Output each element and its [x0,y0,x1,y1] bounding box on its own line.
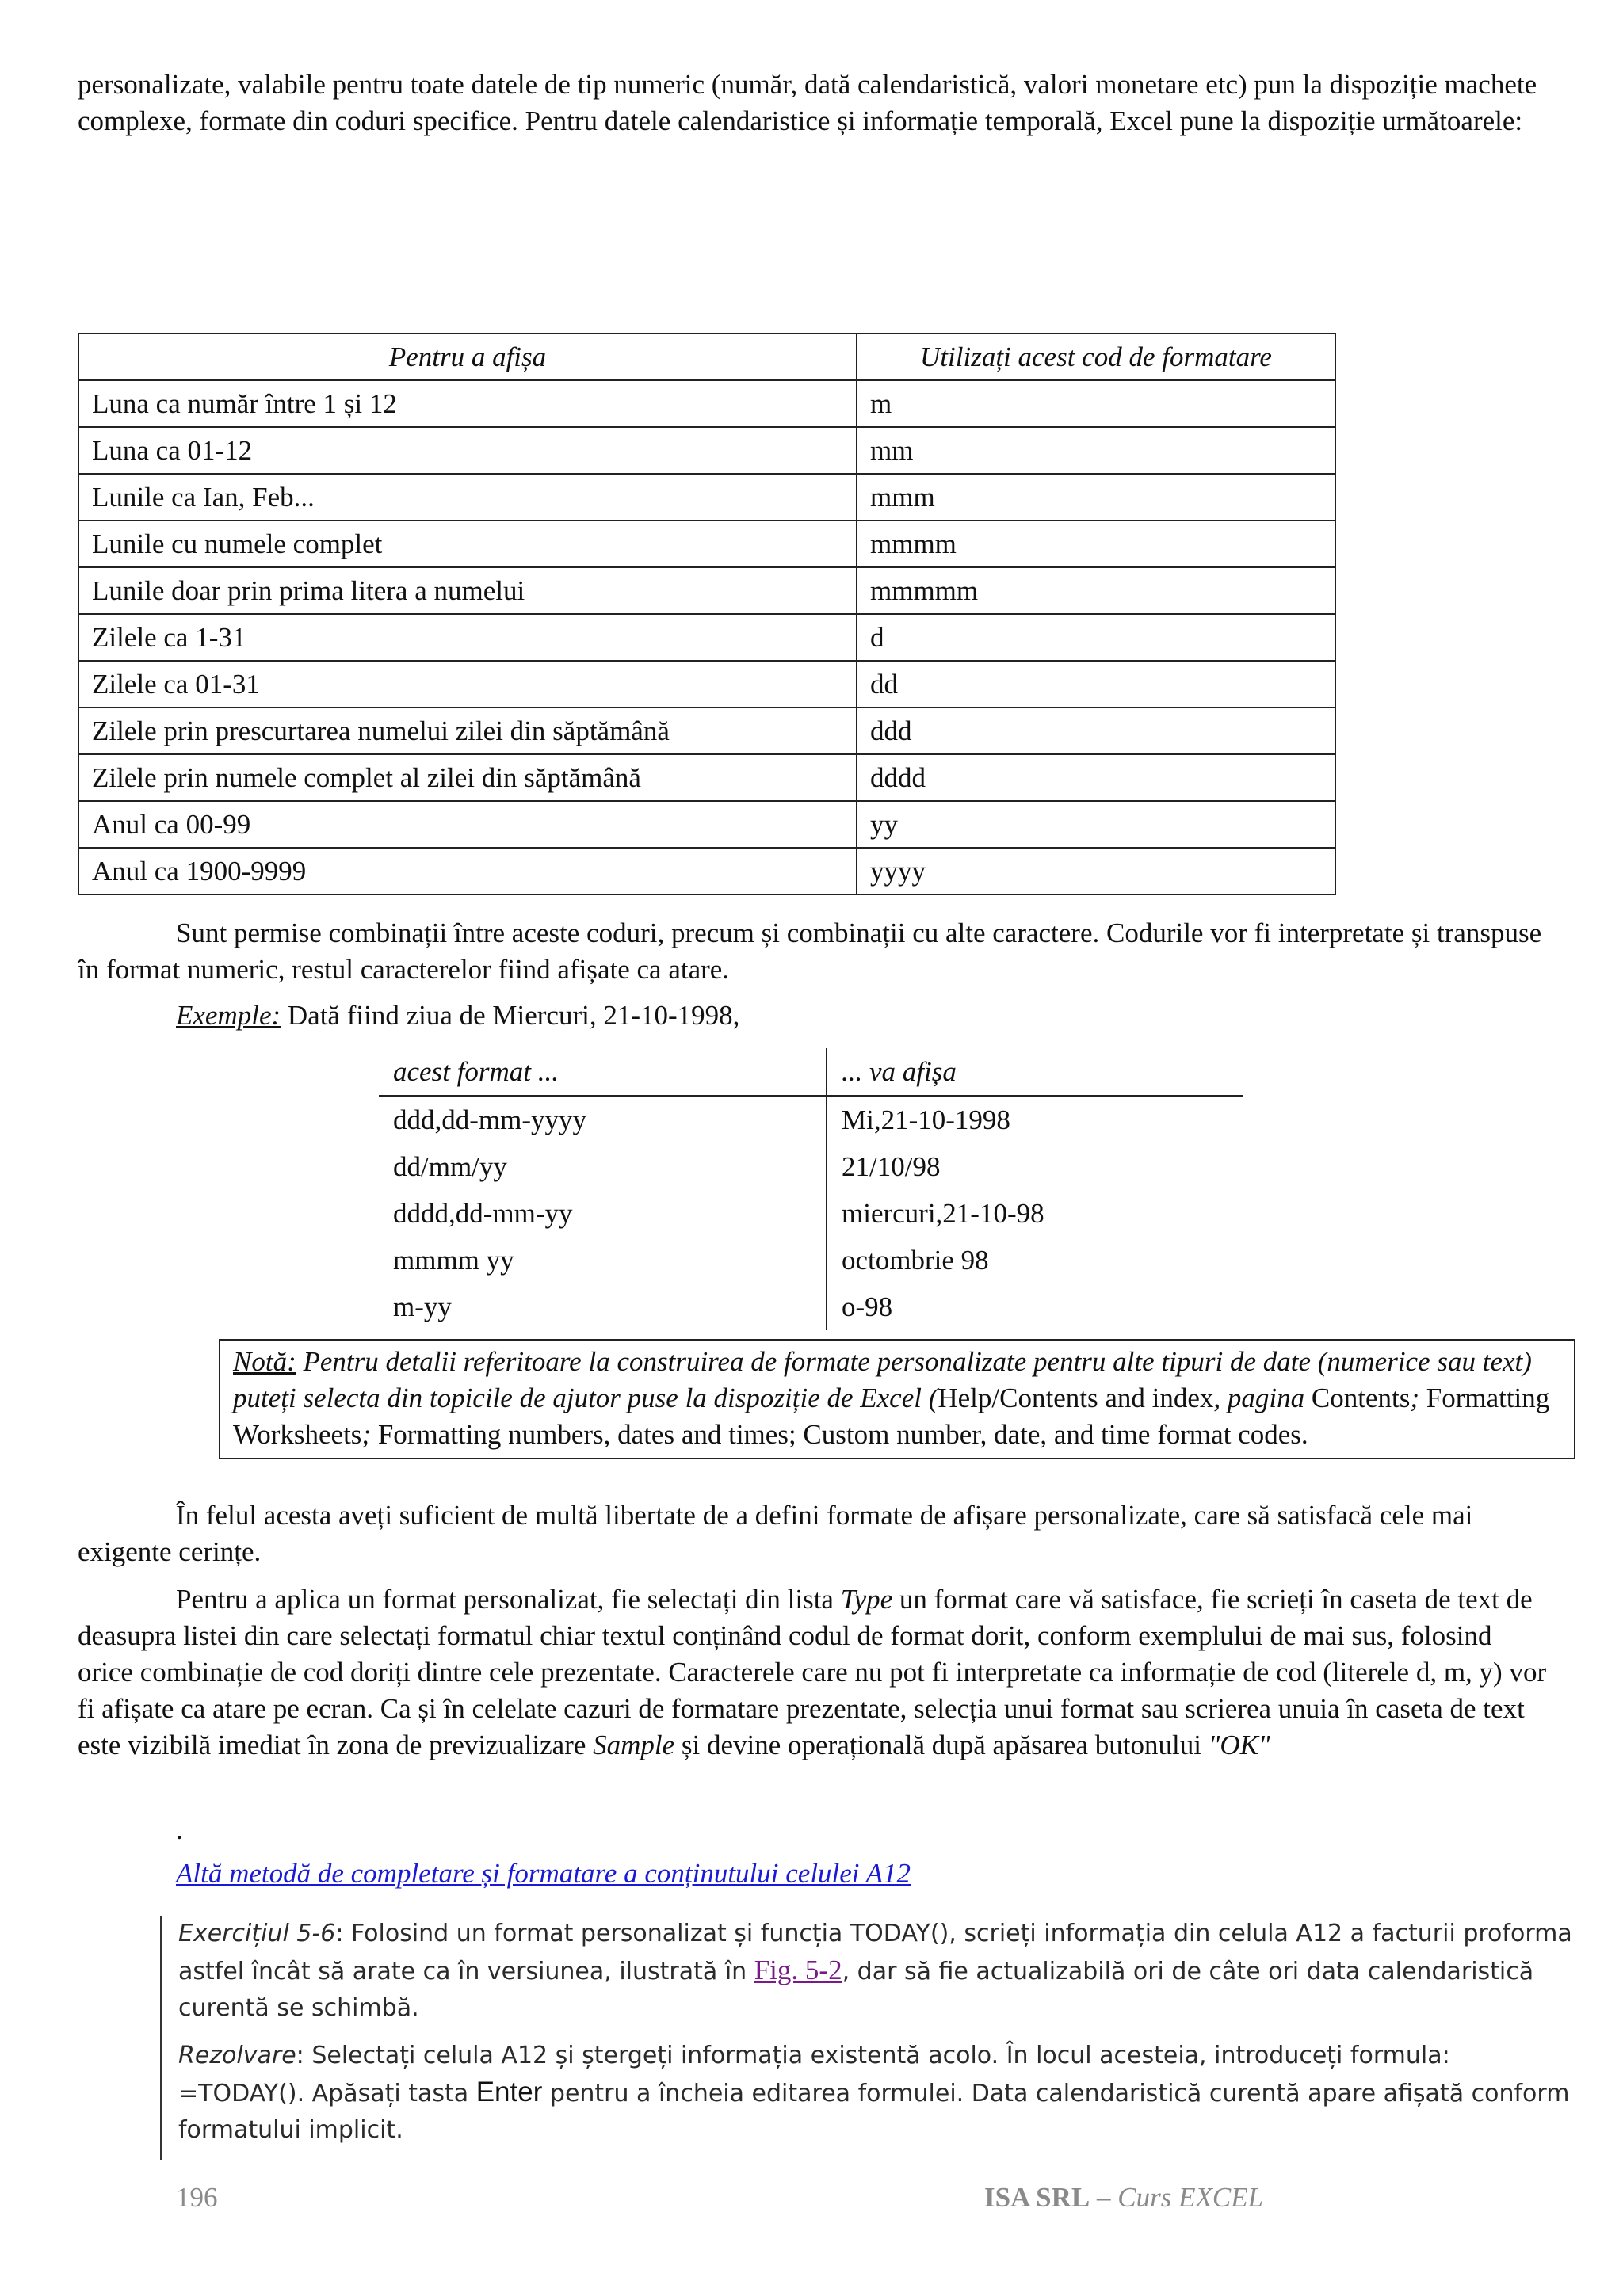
exercise-paragraph [178,1916,1573,2027]
table-row [78,661,1335,707]
table-cell-value: yyyy [857,848,1335,894]
table-cell-label: Lunile ca Ian, Feb... [78,474,857,521]
solution-label: Rezolvare [178,2042,296,2069]
table-row [78,567,1335,614]
table-row [379,1143,1243,1190]
examples-intro [176,1000,739,1032]
combinations-paragraph [78,915,1552,988]
table-cell-label: ddd,dd-mm-yyyy [379,1096,827,1143]
ok-word: "OK" [1208,1730,1270,1760]
exercise-label: Exercițiul 5-6 [178,1920,336,1947]
table-cell-value: o-98 [842,1291,893,1322]
body-paragraphs [78,1497,1552,1764]
note-sep: ; [1410,1383,1426,1413]
table-cell-label: mmmm yy [379,1237,827,1283]
table-cell-label: m-yy [379,1283,827,1330]
table-row [78,474,1335,521]
table-cell-value: m [857,380,1335,427]
combinations-text: Sunt permise combinații între aceste coduri, precum și combinații cu alte caractere. Codurile vor fi interpretate și transpuse în format numeric, restul caracterelor fiind afișate ca atare. [78,917,1542,985]
table-row [78,707,1335,754]
table-cell-label: Lunile cu numele complet [78,521,857,567]
footer-title [984,2182,1263,2214]
table-cell-label: Luna ca 01-12 [78,427,857,474]
examples-label: Exemple: [176,1000,281,1031]
intro-text: personalizate, valabile pentru toate datele de tip numeric (număr, dată calendaristică, valori monetare etc) pun la dispoziție machete complexe, formate din coduri specifice. Pentru datele calendaristice și informație temporală, Excel pune la dispoziție următoarele: [78,69,1537,136]
note-sep: ; [361,1419,378,1450]
enter-key: Enter [475,2077,543,2107]
table-cell-label: dd/mm/yy [379,1143,827,1190]
table-row [78,427,1335,474]
examples-table [379,1048,1243,1330]
table-cell-label: Lunile doar prin prima litera a numelui [78,567,857,614]
table-cell-value: d [857,614,1335,661]
format-codes-table [78,333,1336,895]
solution-text: pentru a încheia editarea formulei. Data calendaristică curentă apare afișată conform formatului implicit. [178,2080,1570,2144]
table-cell-label: Zilele prin numele complet al zilei din săptămână [78,754,857,801]
table-header-row [78,334,1335,380]
table-cell-label: Anul ca 1900-9999 [78,848,857,894]
solution-paragraph [178,2038,1573,2149]
alternative-method-link[interactable]: Altă metodă de completare și formatare a conținutului celulei A12 [176,1858,911,1889]
exercise-text: , dar să fie actualizabilă ori de câte ori data calendaristică curentă se schimbă. [178,1958,1534,2022]
table-cell-value: dd [857,661,1335,707]
table-row [379,1096,1243,1143]
note-text: Pentru detalii referitoare la construirea de formate personalizate pentru alte tipuri de date (numerice sau text) puteți selecta din topicile de ajutor puse la dispoziție de Excel ( [233,1346,1532,1413]
footer-company: ISA SRL [984,2182,1090,2213]
table-row [78,801,1335,848]
exercise-text: : Folosind un format personalizat și funcția TODAY(), scrieți informația din celula A12 a facturii proforma astfel încât să arate ca în versiunea, ilustrată în [178,1920,1572,1985]
table-cell-label: dddd,dd-mm-yy [379,1190,827,1237]
note-label: Notă: [233,1346,296,1377]
examples-intro-text: Dată fiind ziua de Miercuri, 21-10-1998, [281,1000,740,1031]
table-cell-label: Zilele ca 1-31 [78,614,857,661]
table-cell-value: miercuri,21-10-98 [842,1197,1044,1229]
table-row [78,380,1335,427]
table-row [78,848,1335,894]
intro-paragraph [78,67,1552,139]
table-cell-value: mm [857,427,1335,474]
page-number: 196 [176,2182,218,2213]
table-cell-label: Anul ca 00-99 [78,801,857,848]
solution-text: : Selectați celula A12 și ștergeți informația existentă acolo. În locul acesteia, introduceți formula: =TODAY(). Apăsați tasta [178,2042,1450,2107]
note-rest: Formatting numbers, dates and times; Custom number, date, and time format codes. [377,1419,1308,1450]
apply-paragraph [78,1581,1552,1764]
freedom-text: În felul acesta aveți suficient de multă libertate de a defini formate de afișare personalizate, care să satisfacă cele mai exigente cerințe. [78,1500,1473,1567]
table-cell-value: ddd [857,707,1335,754]
footer-course: Curs EXCEL [1117,2182,1264,2213]
apply-text: Pentru a aplica un format personalizat, fie selectați din lista [176,1584,841,1615]
column-header: ... va afișa [827,1048,1243,1096]
note-formatting: Formatting Worksheets [233,1383,1550,1450]
table-cell-value: mmmm [857,521,1335,567]
fig-5-2-link[interactable]: Fig. 5-2 [754,1955,842,1985]
table-row [379,1237,1243,1283]
table-row [78,754,1335,801]
table-row [78,521,1335,567]
table-cell-label: Zilele prin prescurtarea numelui zilei din săptămână [78,707,857,754]
footer-dash: – [1090,2182,1118,2213]
table-cell-value: mmm [857,474,1335,521]
column-header: Utilizați acest cod de formatare [857,334,1335,380]
table-cell-label: Zilele ca 01-31 [78,661,857,707]
table-cell-label: Luna ca număr între 1 și 12 [78,380,857,427]
note-contents: Contents [1304,1383,1411,1413]
note-sep: , pagina [1213,1383,1305,1413]
type-word: Type [840,1584,893,1615]
table-header-row [379,1048,1243,1096]
note-box [219,1339,1575,1459]
table-cell-value: 21/10/98 [842,1150,941,1182]
table-cell-value: mmmmm [857,567,1335,614]
stray-dot: . [176,1814,183,1845]
apply-text: un format care vă satisface, fie scrieți în caseta de text de deasupra listei din care selectați formatul chiar textul conținând codul de format dorit, conform exemplului de mai sus, folosind orice combinație de cod doriți dintre cele prezentate. Caracterele care nu pot fi interpretate ca informație de cod (literele d, m, y) vor fi afișate ca atare pe ecran. Ca și în celelate cazuri de formatare prezentate, selecția unui format sau scrierea unuia în caseta de text este vizibilă imediat în zona de previzualizare [78,1584,1547,1760]
apply-text: și devine operațională după apăsarea butonului [674,1730,1209,1760]
exercise-block [160,1916,1573,2160]
table-cell-value: Mi,21-10-1998 [842,1104,1010,1135]
column-header: acest format ... [379,1048,827,1096]
table-row [379,1283,1243,1330]
table-cell-value: octombrie 98 [842,1244,989,1276]
table-row [78,614,1335,661]
table-row [379,1190,1243,1237]
sample-word: Sample [593,1730,675,1760]
table-cell-value: yy [857,801,1335,848]
note-help: Help/Contents and index [938,1383,1214,1413]
column-header: Pentru a afișa [78,334,857,380]
table-cell-value: dddd [857,754,1335,801]
